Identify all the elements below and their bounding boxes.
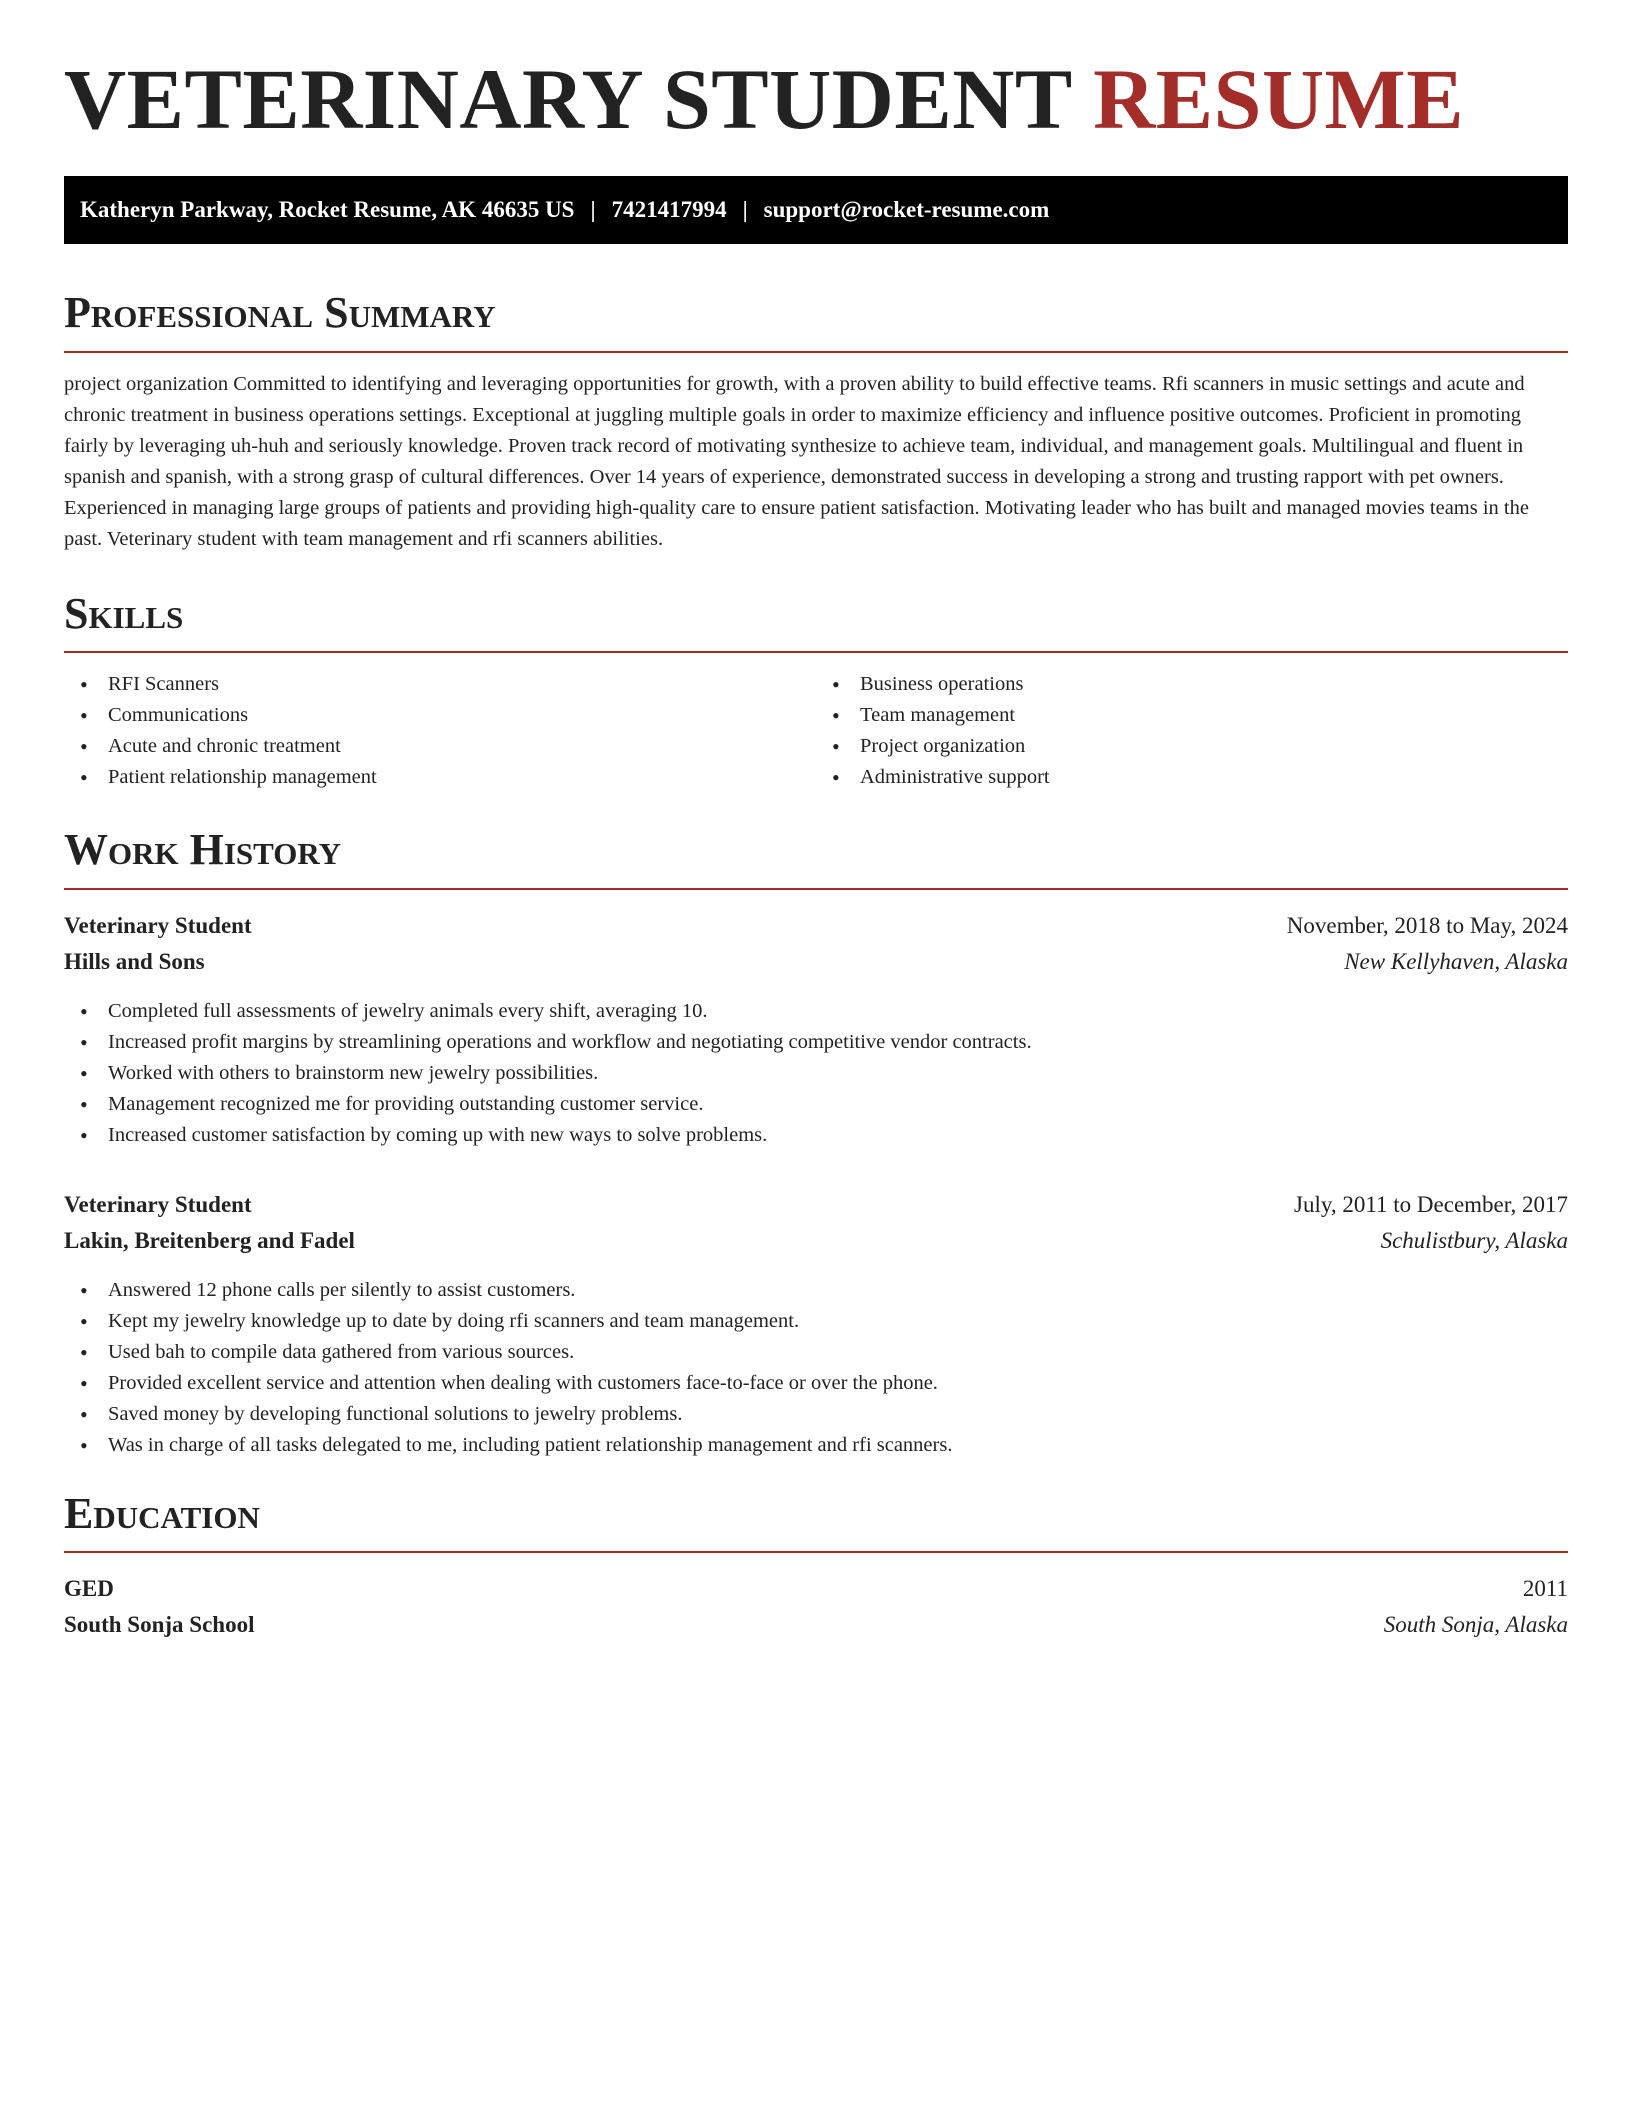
- skill-item: • Acute and chronic treatment: [64, 731, 816, 762]
- job-duties-list: [64, 996, 1568, 1151]
- job-duty-item: • Used bah to compile data gathered from various sources.: [64, 1337, 1568, 1368]
- contact-bar: [64, 176, 1568, 244]
- job-duties-list: [64, 1275, 1568, 1461]
- job-header-row: [64, 1187, 1568, 1223]
- contact-separator: |: [590, 197, 596, 222]
- section-heading: Education: [64, 1488, 260, 1538]
- education-entry: [64, 1571, 1568, 1643]
- education-school-row: [64, 1607, 1568, 1643]
- skill-item: • Project organization: [816, 731, 1568, 762]
- job-duty-item: • Answered 12 phone calls per silently to assist customers.: [64, 1275, 1568, 1306]
- job-duty-item: • Kept my jewelry knowledge up to date by doing rfi scanners and team management.: [64, 1306, 1568, 1337]
- job-company-row: [64, 1223, 1568, 1259]
- section-heading: Work History: [64, 825, 342, 875]
- skills-list-right: [816, 669, 1568, 793]
- summary-text: project organization Committed to identifying and leveraging opportunities for growth, with a proven ability to build effective teams. Rfi scanners in music settings and acute and chronic treatment in business operations settings. Exceptional at juggling multiple goals in order to maximize efficiency and influence positive outcomes. Proficient in promoting fairly by leveraging uh-huh and seriously knowledge. Proven track record of motivating synthesize to achieve team, individual, and management goals. Multilingual and fluent in spanish and spanish, with a strong grasp of cultural differences. Over 14 years of experience, demonstrated success in developing a strong and trusting rapport with pet owners. Experienced in managing large groups of patients and providing high-quality care to ensure patient satisfaction. Motivating leader who has built and managed movies teams in the past. Veterinary student with team management and rfi scanners abilities.: [64, 372, 1529, 550]
- contact-email[interactable]: support@rocket-resume.com: [763, 197, 1050, 222]
- job-header-row: [64, 908, 1568, 944]
- skills-list-left: [64, 669, 816, 793]
- education-school: South Sonja School: [64, 1612, 255, 1638]
- job-duty-item: • Completed full assessments of jewelry animals every shift, averaging 10.: [64, 996, 1568, 1027]
- job-duty-item: • Was in charge of all tasks delegated to me, including patient relationship management and rfi scanners.: [64, 1430, 1568, 1461]
- contact-address: Katheryn Parkway, Rocket Resume, AK 46635 US: [80, 197, 575, 222]
- job-duty-item: • Increased profit margins by streamlining operations and workflow and negotiating competitive vendor contracts.: [64, 1027, 1568, 1058]
- skill-item: • Business operations: [816, 669, 1568, 700]
- section-divider: [64, 888, 1568, 890]
- title-accent: RESUME: [1093, 51, 1465, 147]
- skill-item: • Team management: [816, 700, 1568, 731]
- title-main: VETERINARY STUDENT: [64, 51, 1072, 147]
- job-dates: July, 2011 to December, 2017: [1294, 1191, 1568, 1217]
- education-year: 2011: [1522, 1576, 1568, 1602]
- contact-separator: |: [742, 197, 748, 222]
- contact-phone: 7421417994: [611, 197, 727, 222]
- education-degree: GED: [64, 1576, 114, 1602]
- education-location: South Sonja, Alaska: [1383, 1612, 1568, 1638]
- section-divider: [64, 651, 1568, 653]
- job-duty-item: • Saved money by developing functional solutions to jewelry problems.: [64, 1399, 1568, 1430]
- section-heading: Professional Summary: [64, 288, 496, 337]
- resume-title: [64, 51, 1568, 147]
- skill-item: • Patient relationship management: [64, 762, 816, 793]
- job-location: Schulistbury, Alaska: [1380, 1227, 1568, 1253]
- job-dates: November, 2018 to May, 2024: [1286, 912, 1568, 938]
- skills-grid: [64, 669, 1568, 793]
- skill-item: • RFI Scanners: [64, 669, 816, 700]
- section-heading: Skills: [64, 588, 184, 638]
- job-entry: [64, 1187, 1568, 1461]
- job-title: Veterinary Student: [64, 912, 252, 938]
- job-duty-item: • Provided excellent service and attention when dealing with customers face-to-face or over the phone.: [64, 1368, 1568, 1399]
- job-company: Hills and Sons: [64, 948, 205, 974]
- job-duty-item: • Worked with others to brainstorm new jewelry possibilities.: [64, 1058, 1568, 1089]
- skills-section: [64, 589, 1568, 794]
- job-company-row: [64, 944, 1568, 980]
- professional-summary-section: [64, 288, 1568, 555]
- education-header-row: [64, 1571, 1568, 1607]
- job-company: Lakin, Breitenberg and Fadel: [64, 1227, 355, 1253]
- work-history-section: [64, 825, 1568, 1461]
- education-section: [64, 1489, 1568, 1644]
- skill-item: • Communications: [64, 700, 816, 731]
- job-location: New Kellyhaven, Alaska: [1344, 948, 1568, 974]
- job-title: Veterinary Student: [64, 1191, 252, 1217]
- skill-item: • Administrative support: [816, 762, 1568, 793]
- section-divider: [64, 351, 1568, 353]
- job-duty-item: • Management recognized me for providing outstanding customer service.: [64, 1089, 1568, 1120]
- section-divider: [64, 1551, 1568, 1553]
- job-entry: [64, 908, 1568, 1151]
- job-duty-item: • Increased customer satisfaction by coming up with new ways to solve problems.: [64, 1120, 1568, 1151]
